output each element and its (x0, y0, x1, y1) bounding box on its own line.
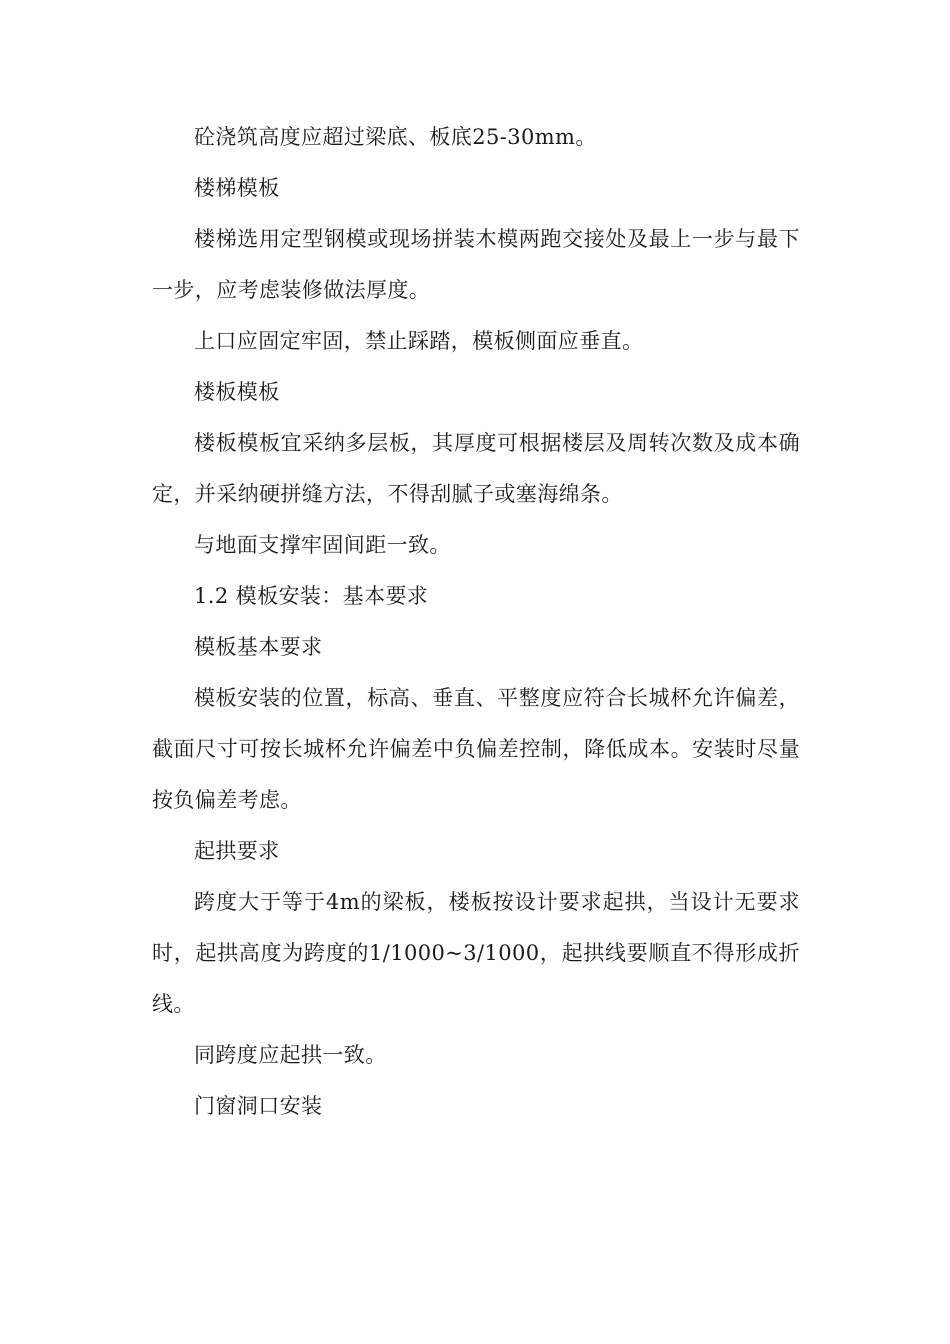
paragraph: 楼板模板宜采纳多层板，其厚度可根据楼层及周转次数及成本确定，并采纳硬拼缝方法，不得刮腻子或塞海绵条。 (152, 431, 800, 506)
section-heading: 起拱要求 (194, 839, 280, 863)
paragraph: 跨度大于等于4m的梁板，楼板按设计要求起拱，当设计无要求时，起拱高度为跨度的1/1000~3/1000，起拱线要顺直不得形成折线。 (152, 890, 800, 1016)
paragraph: 上口应固定牢固，禁止踩踏，模板侧面应垂直。 (194, 329, 644, 353)
document-body (152, 112, 800, 1132)
paragraph: 砼浇筑高度应超过梁底、板底25-30mm。 (194, 125, 597, 149)
paragraph: 同跨度应起拱一致。 (194, 1043, 387, 1067)
paragraph: 楼梯选用定型钢模或现场拼装木模两跑交接处及最上一步与最下一步，应考虑装修做法厚度。 (152, 227, 800, 302)
section-heading: 模板基本要求 (194, 635, 323, 659)
paragraph: 与地面支撑牢固间距一致。 (194, 533, 451, 557)
section-heading: 1.2 模板安装：基本要求 (194, 584, 429, 608)
section-heading: 楼梯模板 (194, 176, 280, 200)
section-heading: 门窗洞口安装 (194, 1094, 323, 1118)
paragraph: 模板安装的位置，标高、垂直、平整度应符合长城杯允许偏差，截面尺寸可按长城杯允许偏差中负偏差控制，降低成本。安装时尽量按负偏差考虑。 (152, 686, 800, 812)
section-heading: 楼板模板 (194, 380, 280, 404)
